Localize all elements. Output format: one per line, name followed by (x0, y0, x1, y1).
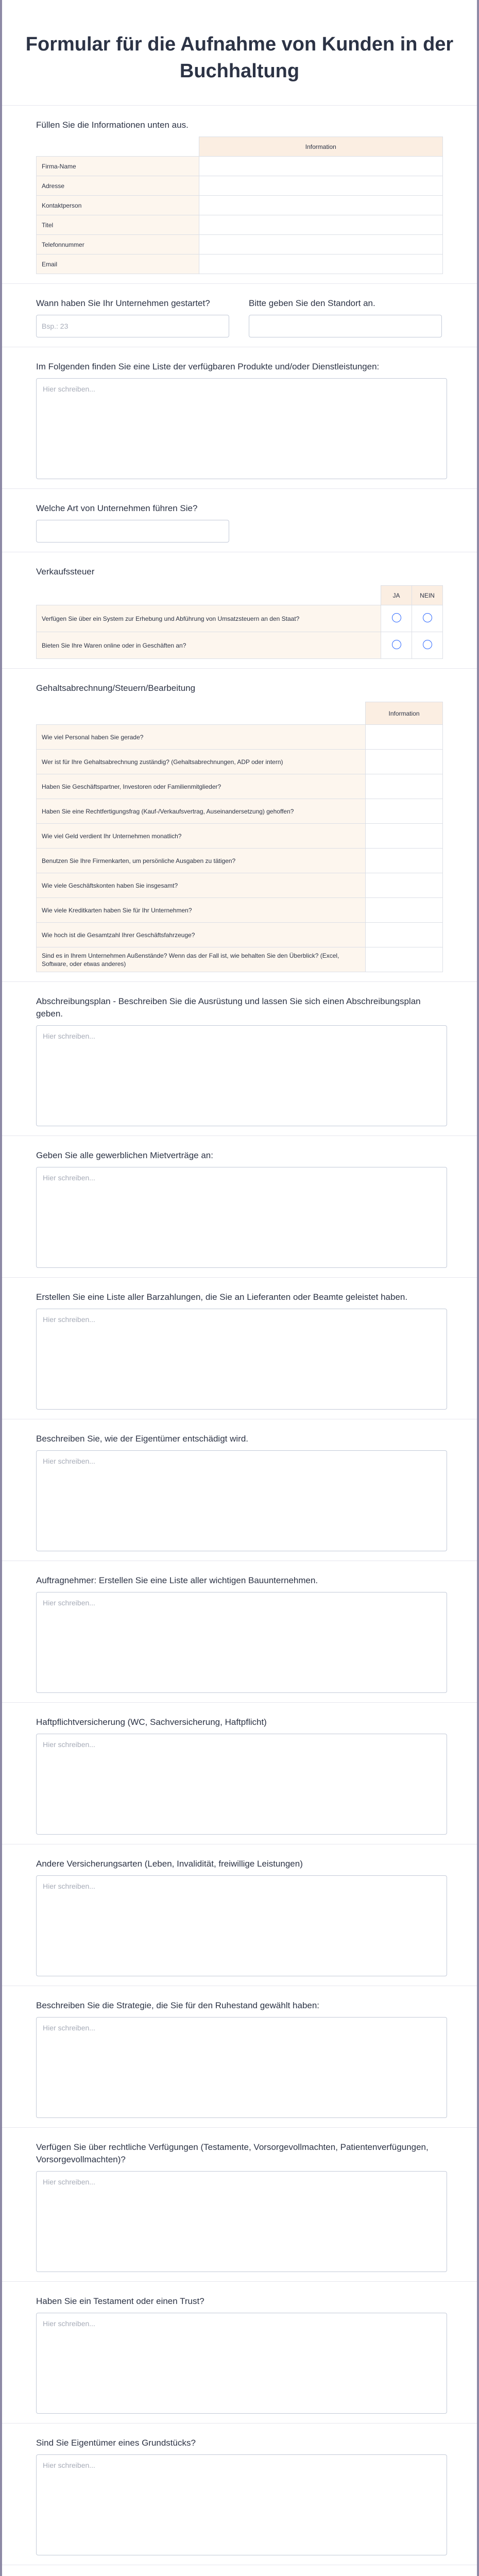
question-property (2, 2424, 477, 2565)
table-cell-input[interactable] (366, 824, 443, 849)
table-row (37, 774, 443, 799)
row-label: Telefonnummer (37, 235, 199, 255)
row-label: Wie viel Personal haben Sie gerade? (37, 725, 366, 750)
payroll-section (2, 669, 477, 982)
question-textarea[interactable]: Hier schreiben... (36, 2313, 447, 2414)
table-cell-input[interactable] (366, 799, 443, 824)
table-cell-input[interactable] (366, 849, 443, 873)
table-cell-input[interactable] (366, 898, 443, 923)
payroll-label: Gehaltsabrechnung/Steuern/Bearbeitung (36, 683, 196, 693)
company-type-section (2, 489, 477, 552)
question-retirement (2, 1986, 477, 2128)
table-row (37, 632, 443, 659)
table-cell-input[interactable] (199, 255, 442, 274)
row-label: Wie viele Geschäftskonten haben Sie insgesamt? (37, 873, 366, 898)
radio-yes[interactable] (392, 613, 401, 622)
row-label: Wie viel Geld verdient Ihr Unternehmen monatlich? (37, 824, 366, 849)
table-cell-input[interactable] (366, 923, 443, 947)
row-label: Bieten Sie Ihre Waren online oder in Geschäften an? (37, 632, 381, 659)
radio-yes[interactable] (392, 640, 401, 649)
question-textarea[interactable]: Hier schreiben... (36, 1450, 447, 1551)
question-label: Verfügen Sie über rechtliche Verfügungen (Testamente, Vorsorgevollmachten, Patientenverfügungen, Vorsorgevollmachten)? (36, 2142, 429, 2164)
table-cell-input[interactable] (366, 947, 443, 972)
question-textarea[interactable]: Hier schreiben... (36, 2017, 447, 2118)
table-row (37, 196, 443, 215)
founded-input[interactable]: Bsp.: 23 (36, 315, 229, 337)
company-type-input[interactable] (36, 520, 229, 543)
info-column-header: Information (199, 137, 442, 157)
table-cell-input[interactable] (199, 196, 442, 215)
table-row (37, 947, 443, 972)
question-label: Sind Sie Eigentümer eines Grundstücks? (36, 2438, 196, 2448)
sales-tax-label: Verkaufssteuer (36, 567, 95, 577)
row-label: Email (37, 255, 199, 274)
row-label: Sind es in Ihrem Unternehmen Außenstände? Wenn das der Fall ist, wie behalten Sie den Überblick? (Excel, Software, oder etwas anderes) (37, 947, 366, 972)
form-header (2, 0, 477, 106)
payroll-column-header: Information (366, 702, 443, 725)
sales-tax-table (36, 585, 443, 659)
question-label: Geben Sie alle gewerblichen Mietverträge an: (36, 1150, 213, 1160)
question-depreciation (2, 982, 477, 1136)
question-textarea[interactable]: Hier schreiben... (36, 1309, 447, 1410)
table-row (37, 750, 443, 774)
column-no: NEIN (412, 586, 443, 605)
row-label: Verfügen Sie über ein System zur Erhebung und Abführung von Umsatzsteuern an den Staat? (37, 605, 381, 632)
info-table (36, 137, 443, 274)
company-type-label: Welche Art von Unternehmen führen Sie? (36, 503, 198, 513)
radio-no[interactable] (423, 640, 432, 649)
question-label: Andere Versicherungsarten (Leben, Invalidität, freiwillige Leistungen) (36, 1859, 303, 1869)
row-label: Benutzen Sie Ihre Firmenkarten, um persönliche Ausgaben zu tätigen? (37, 849, 366, 873)
table-row (37, 824, 443, 849)
table-cell-input[interactable] (199, 157, 442, 176)
row-label: Wie hoch ist die Gesamtzahl Ihrer Geschäftsfahrzeuge? (37, 923, 366, 947)
row-label: Kontaktperson (37, 196, 199, 215)
question-contractors (2, 1561, 477, 1703)
location-input[interactable] (249, 315, 442, 337)
row-label: Wer ist für Ihre Gehaltsabrechnung zuständig? (Gehaltsabrechnungen, ADP oder intern) (37, 750, 366, 774)
location-label: Bitte geben Sie den Standort an. (249, 298, 375, 308)
question-label: Beschreiben Sie, wie der Eigentümer entschädigt wird. (36, 1434, 248, 1444)
table-row (37, 255, 443, 274)
info-label: Füllen Sie die Informationen unten aus. (36, 120, 189, 130)
radio-no[interactable] (423, 613, 432, 622)
question-textarea[interactable]: Hier schreiben... (36, 2454, 447, 2555)
sales-tax-section (2, 552, 477, 669)
question-label: Abschreibungsplan - Beschreiben Sie die Ausrüstung und lassen Sie sich einen Abschreibungsplan geben. (36, 996, 421, 1019)
table-cell-input[interactable] (366, 873, 443, 898)
products-section (2, 347, 477, 489)
table-row (37, 923, 443, 947)
products-textarea[interactable]: Hier schreiben... (36, 378, 447, 479)
form-title: Formular für die Aufnahme von Kunden in der Buchhaltung (25, 33, 454, 82)
row-label: Titel (37, 215, 199, 235)
question-textarea[interactable]: Hier schreiben... (36, 1875, 447, 1976)
column-yes: JA (381, 586, 412, 605)
table-row (37, 898, 443, 923)
question-label: Erstellen Sie eine Liste aller Barzahlungen, die Sie an Lieferanten oder Beamte geleistet haben. (36, 1292, 408, 1302)
question-textarea[interactable]: Hier schreiben... (36, 1592, 447, 1693)
info-section (2, 106, 477, 284)
question-textarea[interactable]: Hier schreiben... (36, 2171, 447, 2272)
row-label: Firma-Name (37, 157, 199, 176)
table-row (37, 157, 443, 176)
table-cell-input[interactable] (199, 235, 442, 255)
question-label: Haben Sie ein Testament oder einen Trust? (36, 2296, 204, 2306)
question-textarea[interactable]: Hier schreiben... (36, 1734, 447, 1835)
question-owner-compensation (2, 1419, 477, 1561)
table-row (37, 215, 443, 235)
table-cell-input[interactable] (366, 725, 443, 750)
table-cell-input[interactable] (366, 774, 443, 799)
row-label: Haben Sie eine Rechtfertigungsfrag (Kauf-/Verkaufsvertrag, Auseinandersetzung) gehoffen? (37, 799, 366, 824)
question-liability-insurance (2, 1703, 477, 1844)
founded-label: Wann haben Sie Ihr Unternehmen gestartet? (36, 298, 210, 308)
table-cell-input[interactable] (199, 215, 442, 235)
table-row (37, 799, 443, 824)
founded-location-section (2, 284, 477, 347)
question-label: Haftpflichtversicherung (WC, Sachversicherung, Haftpflicht) (36, 1717, 267, 1727)
table-row (37, 176, 443, 196)
question-label: Auftragnehmer: Erstellen Sie eine Liste aller wichtigen Bauunternehmen. (36, 1575, 318, 1585)
table-row (37, 725, 443, 750)
question-textarea[interactable]: Hier schreiben... (36, 1167, 447, 1268)
payroll-table (36, 702, 443, 972)
question-other-insurance (2, 1844, 477, 1986)
question-bank-accounts (2, 2565, 477, 2576)
table-cell-input[interactable] (199, 176, 442, 196)
table-row (37, 235, 443, 255)
row-label: Wie viele Kreditkarten haben Sie für Ihr Unternehmen? (37, 898, 366, 923)
question-legal-provisions (2, 2128, 477, 2282)
question-will-trust (2, 2282, 477, 2424)
question-cash-payments (2, 1278, 477, 1419)
question-label: Beschreiben Sie die Strategie, die Sie für den Ruhestand gewählt haben: (36, 2001, 320, 2010)
question-leases (2, 1136, 477, 1278)
row-label: Haben Sie Geschäftspartner, Investoren oder Familienmitglieder? (37, 774, 366, 799)
row-label: Adresse (37, 176, 199, 196)
products-label: Im Folgenden finden Sie eine Liste der verfügbaren Produkte und/oder Dienstleistungen: (36, 362, 380, 371)
question-textarea[interactable]: Hier schreiben... (36, 1025, 447, 1126)
table-row (37, 873, 443, 898)
table-row (37, 849, 443, 873)
table-row (37, 605, 443, 632)
table-cell-input[interactable] (366, 750, 443, 774)
